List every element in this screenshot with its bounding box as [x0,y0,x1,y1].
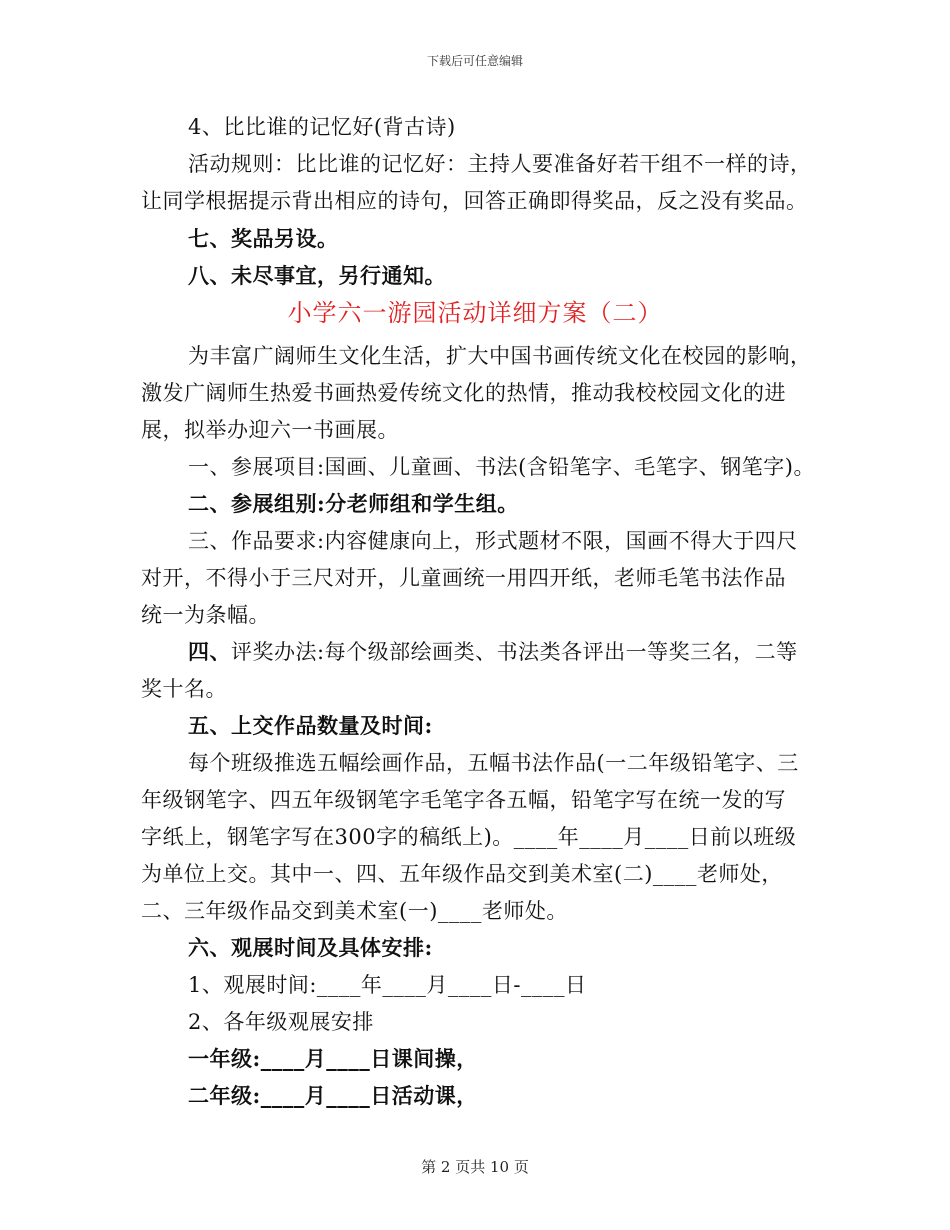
work-requirements-line-1: 三、作品要求:内容健康向上，形式题材不限，国画不得大于四尺 [188,529,798,553]
award-method-line-1 [188,638,798,666]
award-method-text: 评奖办法:每个级部绘画类、书法类各评出一等奖三名，二等 [231,640,798,664]
page-footer: 第 2 页共 10 页 [421,1158,529,1176]
grade-schedule-heading: 2、各年级观展安排 [188,1010,374,1034]
item-4-memory-game: 4、比比谁的记忆好(背古诗) [188,115,456,139]
viewing-time: 1、观展时间:____年____月____日-____日 [188,973,587,997]
page-header: 下载后可任意编辑 [426,54,523,68]
award-method-number: 四、 [188,639,231,664]
section-8-notice: 八、未尽事宜，另行通知。 [188,263,446,288]
grade-2-schedule: 二年级:____月____日活动课， [188,1083,478,1108]
section-7-prizes: 七、奖品另设。 [188,226,339,251]
intro-line-3: 展，拟举办迎六一书画展。 [141,418,399,442]
activity-rules-line-2: 让同学根据提示背出相应的诗句，回答正确即得奖品，反之没有奖品。 [141,189,808,213]
work-requirements-line-2: 对开，不得小于三尺对开，儿童画统一用四开纸，老师毛笔书法作品 [141,566,786,590]
submission-line-3: 字纸上，钢笔字写在300字的稿纸上)。____年____月____日前以班级 [141,825,797,849]
grade-1-schedule: 一年级:____月____日课间操， [188,1046,478,1071]
submission-line-2: 年级钢笔字、四五年级钢笔字毛笔字各五幅，铅笔字写在统一发的写 [141,788,786,812]
viewing-schedule-heading: 六、观展时间及具体安排: [188,935,433,960]
submission-line-4: 为单位上交。其中一、四、五年级作品交到美术室(二)____老师处， [141,862,783,886]
plan-title: 小学六一游园活动详细方案（二） [287,299,663,327]
intro-line-1: 为丰富广阔师生文化生活，扩大中国书画传统文化在校园的影响， [188,344,812,368]
submission-line-5: 二、三年级作品交到美术室(一)____老师处。 [141,899,568,923]
submission-line-1: 每个班级推选五幅绘画作品，五幅书法作品(一二年级铅笔字、三 [188,751,799,775]
submission-heading: 五、上交作品数量及时间: [188,713,433,738]
intro-line-2: 激发广阔师生热爱书画热爱传统文化的热情，推动我校校园文化的进 [141,381,786,405]
work-requirements-line-3: 统一为条幅。 [141,603,270,627]
exhibit-groups: 二、参展组别:分老师组和学生组。 [188,491,519,516]
activity-rules-line-1: 活动规则：比比谁的记忆好：主持人要准备好若干组不一样的诗， [188,152,812,176]
award-method-line-2: 奖十名。 [141,677,227,701]
exhibit-items: 一、参展项目:国画、儿童画、书法(含铅笔字、毛笔字、钢笔字)。 [188,455,815,479]
